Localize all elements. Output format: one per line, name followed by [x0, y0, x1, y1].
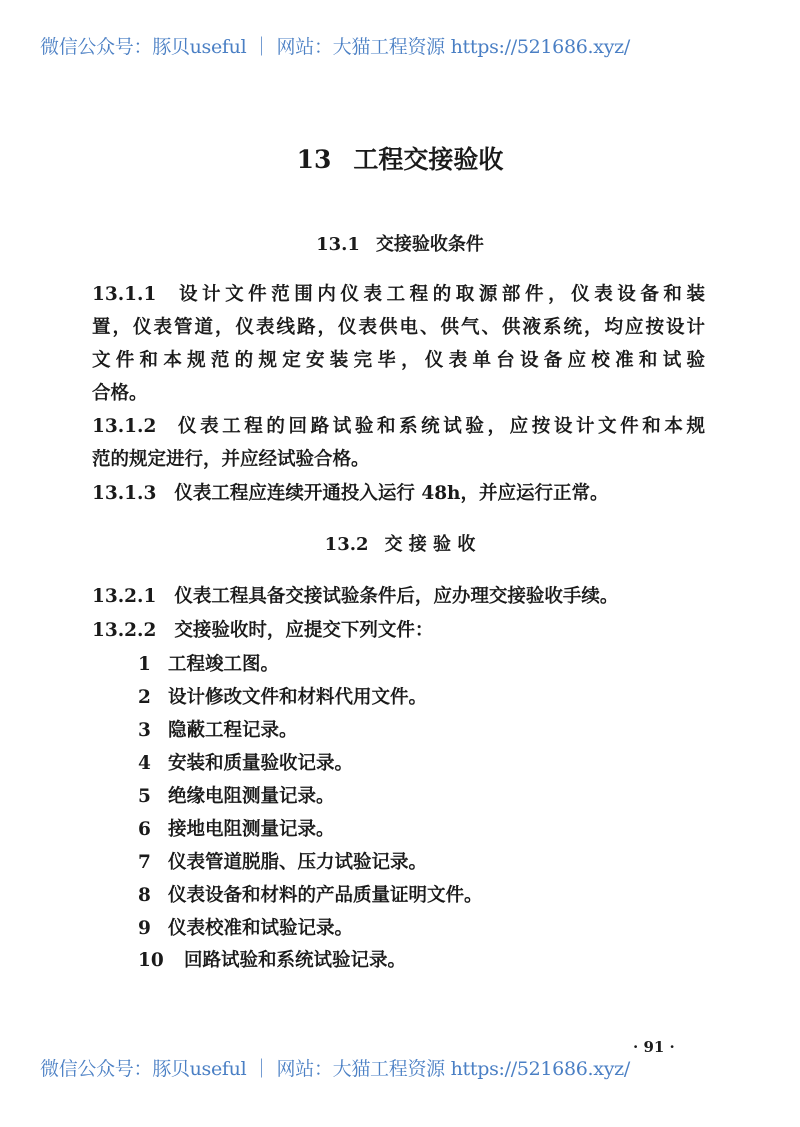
item-number: 2 [138, 687, 151, 708]
list-item [138, 749, 353, 775]
clause-text: 仪表工程具备交接试验条件后，应办理交接验收手续。 [174, 586, 619, 607]
item-text: 接地电阻测量记录。 [168, 819, 335, 840]
list-item [138, 848, 427, 874]
watermark-footer: 微信公众号：豚贝useful ｜ 网站：大猫工程资源 https://521686.xyz/ [40, 1058, 630, 1080]
list-item [138, 650, 279, 676]
clause-text: 仪表工程的回路试验和系统试验，应按设计文件和本规 [174, 416, 705, 437]
list-item [138, 914, 353, 940]
clause-number: 13.2.2 [92, 620, 157, 641]
item-number: 9 [138, 918, 151, 939]
section-title: 交 接 验 收 [384, 534, 476, 555]
list-item [138, 716, 298, 742]
clause-line [92, 616, 705, 642]
clause-line [92, 280, 705, 306]
item-text: 隐蔽工程记录。 [168, 720, 298, 741]
item-number: 4 [138, 753, 151, 774]
section-heading [0, 230, 800, 256]
clause-line [92, 479, 705, 505]
list-item [138, 881, 483, 907]
chapter-number: 13 [296, 145, 332, 174]
page-number: · 91 · [633, 1038, 675, 1056]
item-number: 8 [138, 885, 151, 906]
list-item [138, 815, 335, 841]
item-number: 7 [138, 852, 151, 873]
section-heading [0, 530, 800, 556]
clause-line: 范的规定进行，并应经试验合格。 [92, 449, 370, 470]
item-text: 仪表管道脱脂、压力试验记录。 [168, 852, 428, 873]
item-text: 绝缘电阻测量记录。 [168, 786, 335, 807]
item-text: 回路试验和系统试验记录。 [184, 950, 407, 971]
list-item [138, 683, 427, 709]
list-item [138, 946, 406, 972]
item-text: 工程竣工图。 [168, 654, 280, 675]
watermark-header: 微信公众号：豚贝useful ｜ 网站：大猫工程资源 https://521686.xyz/ [40, 36, 630, 58]
item-number: 1 [138, 654, 151, 675]
chapter-title-text: 工程交接验收 [353, 145, 504, 174]
item-text: 设计修改文件和材料代用文件。 [168, 687, 428, 708]
section-title: 交接验收条件 [375, 234, 484, 255]
item-number: 3 [138, 720, 151, 741]
list-item [138, 782, 335, 808]
item-text: 安装和质量验收记录。 [168, 753, 354, 774]
clause-line [92, 412, 705, 438]
clause-number: 13.1.3 [92, 483, 157, 504]
clause-text: 设计文件范围内仪表工程的取源部件，仪表设备和装 [174, 284, 705, 305]
item-number: 5 [138, 786, 151, 807]
clause-number: 13.2.1 [92, 586, 157, 607]
clause-text: 仪表工程应连续开通投入运行 48h，并应运行正常。 [174, 483, 609, 504]
section-number: 13.2 [324, 534, 369, 555]
section-number: 13.1 [316, 234, 360, 255]
clause-number: 13.1.2 [92, 416, 157, 437]
clause-line: 合格。 [92, 383, 148, 404]
item-number: 10 [138, 950, 164, 971]
clause-number: 13.1.1 [92, 284, 157, 305]
clause-line: 置，仪表管道，仪表线路，仪表供电、供气、供液系统，均应按设计 [92, 317, 705, 338]
chapter-title [0, 140, 800, 176]
item-number: 6 [138, 819, 151, 840]
clause-text: 交接验收时，应提交下列文件： [174, 620, 434, 641]
item-text: 仪表设备和材料的产品质量证明文件。 [168, 885, 483, 906]
clause-line: 文件和本规范的规定安装完毕，仪表单台设备应校准和试验 [92, 350, 705, 371]
clause-line [92, 582, 705, 608]
item-text: 仪表校准和试验记录。 [168, 918, 354, 939]
